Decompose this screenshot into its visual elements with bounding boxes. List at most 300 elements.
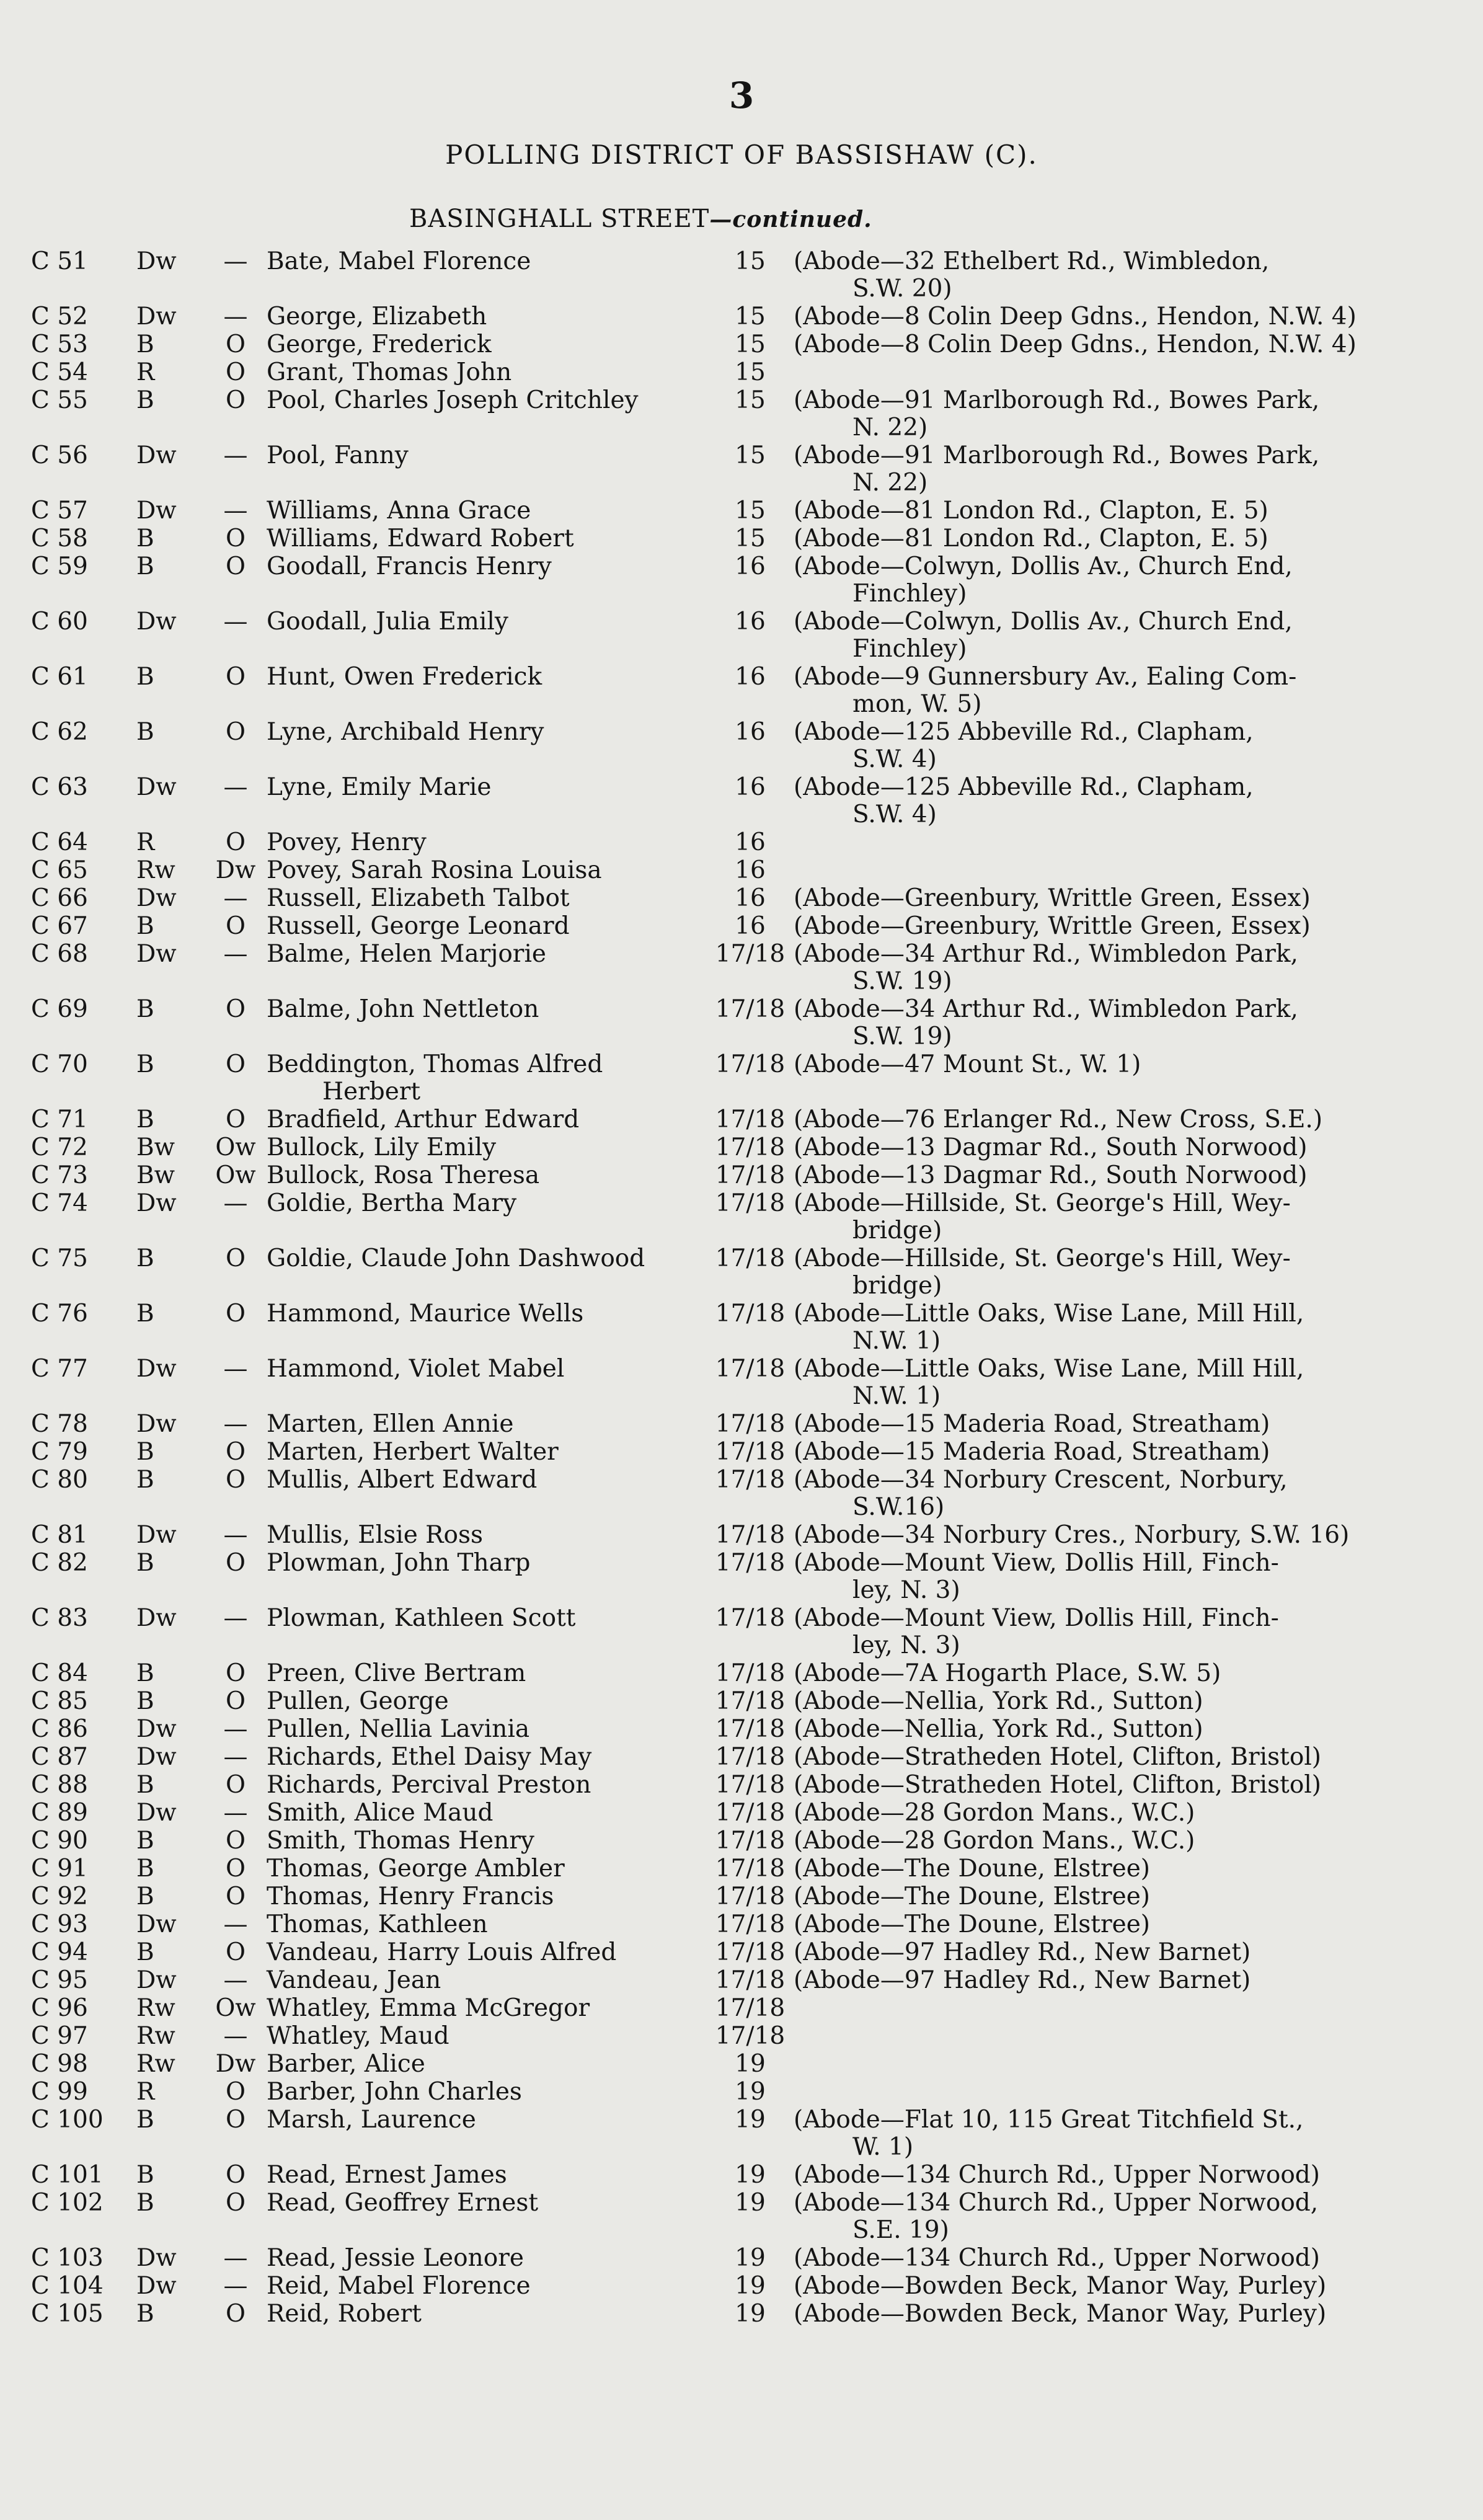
abode-cell	[794, 1439, 1376, 1466]
secondary-qualification-code: —	[223, 884, 248, 912]
elector-name-cell	[267, 1967, 707, 1994]
premises-number: 17/18	[715, 1883, 786, 1910]
qualification-code: Dw	[136, 1966, 177, 1994]
secondary-qualification-code: O	[226, 2078, 246, 2106]
premises-number: 17/18	[715, 1715, 786, 1743]
secondary-qualification-code: O	[226, 1466, 246, 1494]
abode-continued: bridge)	[852, 1272, 942, 1300]
abode-continued: S.W. 4)	[852, 801, 937, 828]
abode-cell	[794, 2245, 1376, 2272]
elector-name-cell	[267, 1939, 707, 1966]
secondary-qualification-code: —	[223, 441, 248, 469]
abode-cell	[794, 1522, 1376, 1549]
secondary-qualification-code: —	[223, 1410, 248, 1438]
elector-name: Thomas, Kathleen	[267, 1910, 488, 1938]
premises-number: 17/18	[715, 1659, 786, 1687]
abode: (Abode—125 Abbeville Rd., Clapham,	[794, 773, 1254, 801]
secondary-qualification-code: —	[223, 303, 248, 331]
abode-cell	[794, 1660, 1376, 1687]
secondary-qualification-code: O	[226, 1050, 246, 1078]
elector-name: Barber, Alice	[267, 2050, 425, 2078]
elector-number: C 59	[31, 552, 88, 580]
secondary-qualification-code: O	[226, 1855, 246, 1883]
register-row	[25, 2106, 1476, 2161]
abode: (Abode—8 Colin Deep Gdns., Hendon, N.W. 4)	[794, 331, 1357, 358]
elector-number: C 73	[31, 1161, 88, 1189]
secondary-qualification-code: —	[223, 1355, 248, 1383]
qualification-code: Rw	[136, 856, 175, 884]
abode-cell	[794, 2189, 1376, 2244]
register-row	[25, 1162, 1476, 1189]
elector-name-cell	[267, 387, 707, 414]
abode: (Abode—91 Marlborough Rd., Bowes Park,	[794, 386, 1320, 414]
elector-name: Williams, Anna Grace	[267, 497, 531, 525]
abode: (Abode—The Doune, Elstree)	[794, 1910, 1150, 1938]
elector-name-cell	[267, 359, 707, 386]
qualification-code: B	[136, 552, 154, 580]
abode: (Abode—Mount View, Dollis Hill, Finch-	[794, 1549, 1279, 1577]
abode: (Abode—34 Arthur Rd., Wimbledon Park,	[794, 995, 1298, 1023]
qualification-code: B	[136, 1050, 154, 1078]
elector-name-cell	[267, 1772, 707, 1799]
qualification-code: B	[136, 525, 154, 552]
abode: (Abode—9 Gunnersbury Av., Ealing Com-	[794, 663, 1297, 691]
qualification-code: Dw	[136, 773, 177, 801]
register-row	[25, 497, 1476, 525]
elector-name-cell	[267, 1827, 707, 1855]
secondary-qualification-code: O	[226, 995, 246, 1023]
abode: (Abode—Nellia, York Rd., Sutton)	[794, 1687, 1203, 1715]
premises-number: 17/18	[715, 1050, 786, 1078]
abode-cell	[794, 1355, 1376, 1410]
secondary-qualification-code: O	[226, 1659, 246, 1687]
premises-number: 15	[735, 331, 766, 358]
abode-cell	[794, 996, 1376, 1050]
elector-name-continued: Herbert	[322, 1078, 421, 1106]
abode-cell	[794, 1051, 1376, 1078]
elector-name: Russell, Elizabeth Talbot	[267, 884, 570, 912]
abode: (Abode—13 Dagmar Rd., South Norwood)	[794, 1134, 1308, 1161]
secondary-qualification-code: —	[223, 1715, 248, 1743]
abode-cell	[794, 1411, 1376, 1438]
premises-number: 16	[735, 828, 766, 856]
abode: (Abode—Hillside, St. George's Hill, Wey-	[794, 1244, 1291, 1272]
premises-number: 17/18	[715, 1106, 786, 1134]
qualification-code: B	[136, 1300, 154, 1328]
abode-cell	[794, 1106, 1376, 1134]
abode-cell	[794, 303, 1376, 331]
secondary-qualification-code: —	[223, 608, 248, 636]
secondary-qualification-code: O	[226, 2189, 246, 2217]
qualification-code: R	[136, 828, 155, 856]
elector-number: C 55	[31, 386, 88, 414]
premises-number: 19	[735, 2106, 766, 2134]
elector-name-cell	[267, 1051, 707, 1106]
register-row	[25, 1939, 1476, 1966]
elector-name: Lyne, Emily Marie	[267, 773, 492, 801]
qualification-code: B	[136, 1659, 154, 1687]
register-row	[25, 2079, 1476, 2106]
abode-cell	[794, 1772, 1376, 1799]
abode-cell	[794, 885, 1376, 912]
elector-name: Povey, Sarah Rosina Louisa	[267, 856, 602, 884]
abode-cell	[794, 1967, 1376, 1994]
abode-continued: S.W. 20)	[852, 275, 952, 303]
elector-number: C 74	[31, 1189, 88, 1217]
abode-continued: N. 22)	[852, 469, 928, 497]
elector-name-cell	[267, 1162, 707, 1189]
register-row	[25, 885, 1476, 912]
register-row	[25, 1716, 1476, 1743]
premises-number: 16	[735, 773, 766, 801]
abode-cell	[794, 1605, 1376, 1659]
premises-number: 17/18	[715, 940, 786, 968]
elector-name-cell	[267, 2051, 707, 2078]
elector-name-cell	[267, 303, 707, 331]
premises-number: 15	[735, 386, 766, 414]
street-heading	[409, 205, 872, 233]
premises-number: 17/18	[715, 1827, 786, 1855]
elector-name-cell	[267, 1855, 707, 1883]
abode: (Abode—15 Maderia Road, Streatham)	[794, 1410, 1270, 1438]
elector-number: C 66	[31, 884, 88, 912]
abode-cell	[794, 774, 1376, 828]
elector-number: C 71	[31, 1106, 88, 1134]
elector-name: Reid, Mabel Florence	[267, 2272, 531, 2300]
elector-number: C 83	[31, 1604, 88, 1632]
secondary-qualification-code: —	[223, 247, 248, 275]
elector-name: Hammond, Maurice Wells	[267, 1300, 584, 1328]
elector-name-cell	[267, 1522, 707, 1549]
elector-name: Reid, Robert	[267, 2300, 422, 2328]
elector-number: C 102	[31, 2189, 104, 2217]
register-row	[25, 2273, 1476, 2300]
register-row	[25, 1522, 1476, 1549]
register-row	[25, 829, 1476, 856]
premises-number: 19	[735, 2050, 766, 2078]
elector-number: C 64	[31, 828, 88, 856]
abode-continued: S.W. 19)	[852, 967, 952, 995]
abode: (Abode—The Doune, Elstree)	[794, 1883, 1150, 1910]
elector-number: C 54	[31, 358, 88, 386]
qualification-code: B	[136, 1244, 154, 1272]
street-continued: —continued.	[709, 206, 872, 233]
elector-number: C 67	[31, 912, 88, 940]
secondary-qualification-code: O	[226, 1938, 246, 1966]
qualification-code: Dw	[136, 884, 177, 912]
elector-name: Vandeau, Harry Louis Alfred	[267, 1938, 617, 1966]
register-row	[25, 1772, 1476, 1799]
abode-cell	[794, 1939, 1376, 1966]
district-title: POLLING DISTRICT OF BASSISHAW (C).	[445, 140, 1038, 170]
register-row	[25, 303, 1476, 331]
elector-number: C 60	[31, 608, 88, 636]
elector-number: C 62	[31, 718, 88, 746]
abode-cell	[794, 2300, 1376, 2328]
elector-name-cell	[267, 2106, 707, 2134]
elector-name: Pool, Fanny	[267, 441, 409, 469]
elector-name: Smith, Alice Maud	[267, 1799, 494, 1827]
secondary-qualification-code: Ow	[215, 1994, 256, 2022]
elector-name-cell	[267, 1300, 707, 1328]
elector-name: Bullock, Lily Emily	[267, 1134, 497, 1161]
abode-cell	[794, 1716, 1376, 1743]
elector-name: Plowman, Kathleen Scott	[267, 1604, 576, 1632]
premises-number: 17/18	[715, 1300, 786, 1328]
abode: (Abode—47 Mount St., W. 1)	[794, 1050, 1141, 1078]
secondary-qualification-code: O	[226, 552, 246, 580]
secondary-qualification-code: —	[223, 1966, 248, 1994]
elector-name-cell	[267, 719, 707, 746]
premises-number: 17/18	[715, 1161, 786, 1189]
premises-number: 17/18	[715, 1466, 786, 1494]
abode: (Abode—15 Maderia Road, Streatham)	[794, 1438, 1270, 1466]
elector-name: Marten, Herbert Walter	[267, 1438, 559, 1466]
elector-number: C 68	[31, 940, 88, 968]
secondary-qualification-code: O	[226, 2300, 246, 2328]
qualification-code: Dw	[136, 497, 177, 525]
qualification-code: B	[136, 331, 154, 358]
elector-name: Whatley, Emma McGregor	[267, 1994, 590, 2022]
abode: (Abode—Stratheden Hotel, Clifton, Bristol)	[794, 1771, 1322, 1799]
qualification-code: Bw	[136, 1134, 175, 1161]
qualification-code: B	[136, 1106, 154, 1134]
register-row	[25, 1190, 1476, 1244]
elector-number: C 87	[31, 1743, 88, 1771]
qualification-code: B	[136, 1687, 154, 1715]
elector-number: C 86	[31, 1715, 88, 1743]
register-row	[25, 1106, 1476, 1134]
premises-number: 16	[735, 552, 766, 580]
secondary-qualification-code: O	[226, 1827, 246, 1855]
qualification-code: B	[136, 2161, 154, 2189]
qualification-code: B	[136, 912, 154, 940]
register-row	[25, 1660, 1476, 1687]
elector-name-cell	[267, 1245, 707, 1272]
secondary-qualification-code: —	[223, 773, 248, 801]
abode: (Abode—Little Oaks, Wise Lane, Mill Hill,	[794, 1355, 1304, 1383]
elector-number: C 79	[31, 1438, 88, 1466]
secondary-qualification-code: —	[223, 940, 248, 968]
elector-name: Read, Ernest James	[267, 2161, 507, 2189]
elector-name-cell	[267, 2189, 707, 2217]
abode-cell	[794, 1190, 1376, 1244]
premises-number: 19	[735, 2272, 766, 2300]
elector-name-cell	[267, 663, 707, 691]
elector-name-cell	[267, 525, 707, 552]
abode: (Abode—34 Arthur Rd., Wimbledon Park,	[794, 940, 1298, 968]
qualification-code: Dw	[136, 2244, 177, 2272]
qualification-code: B	[136, 386, 154, 414]
elector-name-cell	[267, 996, 707, 1023]
register-row	[25, 2023, 1476, 2050]
premises-number: 19	[735, 2078, 766, 2106]
secondary-qualification-code: O	[226, 331, 246, 358]
elector-name: Whatley, Maud	[267, 2022, 449, 2050]
elector-name-cell	[267, 2079, 707, 2106]
abode: (Abode—Flat 10, 115 Great Titchfield St.,	[794, 2106, 1304, 2134]
elector-name: Preen, Clive Bertram	[267, 1659, 526, 1687]
elector-name-cell	[267, 1744, 707, 1771]
register-row	[25, 1245, 1476, 1300]
qualification-code: Dw	[136, 1910, 177, 1938]
elector-name: Mullis, Albert Edward	[267, 1466, 538, 1494]
secondary-qualification-code: —	[223, 2244, 248, 2272]
elector-number: C 99	[31, 2078, 88, 2106]
elector-name-cell	[267, 1439, 707, 1466]
elector-number: C 57	[31, 497, 88, 525]
register-row	[25, 1134, 1476, 1161]
qualification-code: Dw	[136, 441, 177, 469]
street-name: BASINGHALL STREET	[409, 205, 710, 233]
secondary-qualification-code: O	[226, 525, 246, 552]
qualification-code: Dw	[136, 1521, 177, 1549]
register-row	[25, 1605, 1476, 1659]
secondary-qualification-code: O	[226, 663, 246, 691]
qualification-code: B	[136, 995, 154, 1023]
abode-cell	[794, 1799, 1376, 1827]
secondary-qualification-code: O	[226, 1549, 246, 1577]
abode: (Abode—134 Church Rd., Upper Norwood)	[794, 2244, 1320, 2272]
abode-cell	[794, 1550, 1376, 1604]
premises-number: 16	[735, 718, 766, 746]
abode: (Abode—The Doune, Elstree)	[794, 1855, 1150, 1883]
secondary-qualification-code: —	[223, 2022, 248, 2050]
elector-name: Read, Geoffrey Ernest	[267, 2189, 539, 2217]
secondary-qualification-code: O	[226, 1106, 246, 1134]
abode-cell	[794, 553, 1376, 608]
abode-cell	[794, 331, 1376, 358]
register-row	[25, 1466, 1476, 1521]
elector-number: C 58	[31, 525, 88, 552]
qualification-code: Rw	[136, 2050, 175, 2078]
abode-cell	[794, 1300, 1376, 1355]
abode: (Abode—Bowden Beck, Manor Way, Purley)	[794, 2300, 1327, 2328]
qualification-code: B	[136, 1466, 154, 1494]
elector-name: Read, Jessie Leonore	[267, 2244, 524, 2272]
abode: (Abode—Nellia, York Rd., Sutton)	[794, 1715, 1203, 1743]
elector-number: C 72	[31, 1134, 88, 1161]
premises-number: 17/18	[715, 1938, 786, 1966]
elector-number: C 51	[31, 247, 88, 275]
premises-number: 15	[735, 525, 766, 552]
abode: (Abode—Bowden Beck, Manor Way, Purley)	[794, 2272, 1327, 2300]
elector-number: C 92	[31, 1883, 88, 1910]
secondary-qualification-code: O	[226, 2161, 246, 2189]
abode: (Abode—76 Erlanger Rd., New Cross, S.E.)	[794, 1106, 1323, 1134]
abode-continued: bridge)	[852, 1217, 942, 1244]
elector-name: Povey, Henry	[267, 828, 427, 856]
abode: (Abode—Little Oaks, Wise Lane, Mill Hill,	[794, 1300, 1304, 1328]
abode-cell	[794, 497, 1376, 525]
abode: (Abode—134 Church Rd., Upper Norwood,	[794, 2189, 1319, 2217]
abode: (Abode—81 London Rd., Clapton, E. 5)	[794, 497, 1268, 525]
elector-name: Pool, Charles Joseph Critchley	[267, 386, 639, 414]
elector-name: Balme, John Nettleton	[267, 995, 539, 1023]
premises-number: 17/18	[715, 1438, 786, 1466]
elector-name-cell	[267, 2245, 707, 2272]
elector-name: Vandeau, Jean	[267, 1966, 441, 1994]
register-row	[25, 1799, 1476, 1827]
abode-continued: ley, N. 3)	[852, 1576, 960, 1604]
register-row	[25, 248, 1476, 303]
elector-number: C 94	[31, 1938, 88, 1966]
abode-cell	[794, 1134, 1376, 1161]
qualification-code: B	[136, 2300, 154, 2328]
abode-cell	[794, 719, 1376, 773]
elector-number: C 105	[31, 2300, 104, 2328]
abode: (Abode—32 Ethelbert Rd., Wimbledon,	[794, 247, 1270, 275]
elector-number: C 65	[31, 856, 88, 884]
elector-name-cell	[267, 829, 707, 856]
elector-name: Bradfield, Arthur Edward	[267, 1106, 580, 1134]
premises-number: 17/18	[715, 2022, 786, 2050]
register-row	[25, 663, 1476, 718]
elector-name-cell	[267, 1134, 707, 1161]
register-row	[25, 387, 1476, 441]
register-row	[25, 913, 1476, 940]
secondary-qualification-code: O	[226, 2106, 246, 2134]
abode-cell	[794, 1466, 1376, 1521]
abode: (Abode—28 Gordon Mans., W.C.)	[794, 1827, 1195, 1855]
premises-number: 15	[735, 441, 766, 469]
elector-name: Pullen, George	[267, 1687, 449, 1715]
elector-number: C 104	[31, 2272, 104, 2300]
abode: (Abode—81 London Rd., Clapton, E. 5)	[794, 525, 1268, 552]
qualification-code: Rw	[136, 1994, 175, 2022]
secondary-qualification-code: —	[223, 2272, 248, 2300]
premises-number: 17/18	[715, 1855, 786, 1883]
elector-name: Bate, Mabel Florence	[267, 247, 531, 275]
abode-continued: N. 22)	[852, 414, 928, 441]
premises-number: 17/18	[715, 1799, 786, 1827]
abode-continued: S.E. 19)	[852, 2216, 949, 2244]
elector-name-cell	[267, 2023, 707, 2050]
register-row	[25, 2245, 1476, 2272]
secondary-qualification-code: O	[226, 1883, 246, 1910]
register-row	[25, 996, 1476, 1050]
elector-name-cell	[267, 1799, 707, 1827]
premises-number: 16	[735, 856, 766, 884]
premises-number: 19	[735, 2189, 766, 2217]
premises-number: 16	[735, 912, 766, 940]
abode-cell	[794, 2106, 1376, 2161]
register-row	[25, 774, 1476, 828]
premises-number: 19	[735, 2161, 766, 2189]
elector-number: C 61	[31, 663, 88, 691]
premises-number: 17/18	[715, 1994, 786, 2022]
elector-number: C 53	[31, 331, 88, 358]
elector-number: C 76	[31, 1300, 88, 1328]
elector-name-cell	[267, 331, 707, 358]
abode: (Abode—Colwyn, Dollis Av., Church End,	[794, 608, 1293, 636]
elector-name-cell	[267, 2300, 707, 2328]
register-row	[25, 359, 1476, 386]
elector-number: C 100	[31, 2106, 104, 2134]
abode-cell	[794, 1744, 1376, 1771]
elector-name: Plowman, John Tharp	[267, 1549, 531, 1577]
abode-continued: N.W. 1)	[852, 1382, 941, 1410]
qualification-code: Dw	[136, 608, 177, 636]
secondary-qualification-code: Ow	[215, 1134, 256, 1161]
qualification-code: Dw	[136, 1189, 177, 1217]
register-row	[25, 1355, 1476, 1410]
elector-number: C 78	[31, 1410, 88, 1438]
abode: (Abode—Colwyn, Dollis Av., Church End,	[794, 552, 1293, 580]
secondary-qualification-code: Dw	[215, 856, 256, 884]
elector-name: Hunt, Owen Frederick	[267, 663, 542, 691]
elector-name-cell	[267, 1190, 707, 1217]
